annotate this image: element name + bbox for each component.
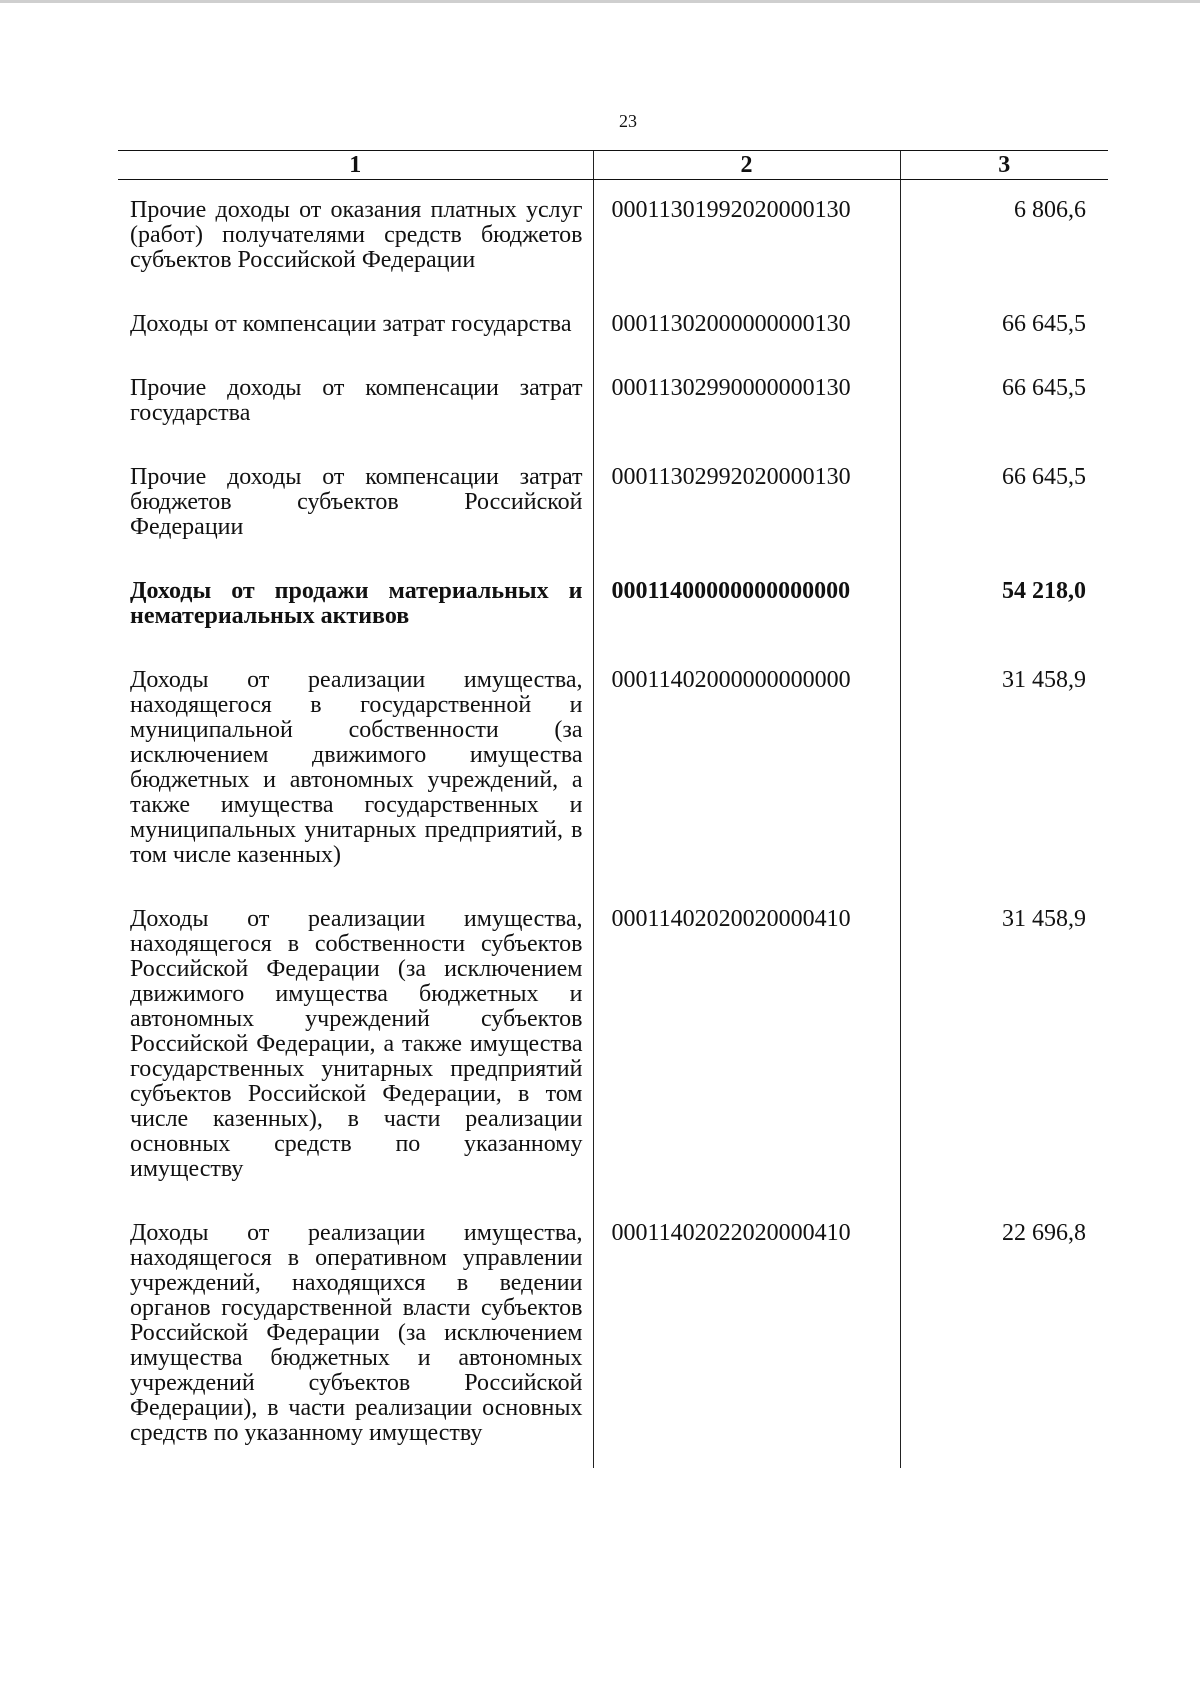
row-amount: 22 696,8 <box>900 1201 1108 1468</box>
row-amount: 66 645,5 <box>900 292 1108 356</box>
row-code: 00011302000000000130 <box>593 292 900 356</box>
scan-top-edge <box>0 0 1200 3</box>
row-amount: 66 645,5 <box>900 356 1108 445</box>
row-code: 00011302992020000130 <box>593 445 900 559</box>
header-column-1: 1 <box>118 151 593 180</box>
row-description: Доходы от реализации имущества, находящегося в государственной и муниципальной собственности (за исключением движимого имущества бюджетных и автономных учреждений, а также имущества государственных и муниципальных унитарных предприятий, в том числе казенных) <box>130 667 583 868</box>
table-row <box>118 292 1108 356</box>
revenue-table <box>118 150 1108 1468</box>
row-description: Прочие доходы от оказания платных услуг (работ) получателями средств бюджетов субъектов Российской Федерации <box>130 197 583 273</box>
table-row <box>118 445 1108 559</box>
row-amount: 6 806,6 <box>900 180 1108 293</box>
table-row-section-total <box>118 559 1108 648</box>
table-row <box>118 648 1108 887</box>
row-description: Доходы от реализации имущества, находящегося в собственности субъектов Российской Федерации (за исключением движимого имущества бюджетных и автономных учреждений субъектов Российской Федерации, а также имущества государственных унитарных предприятий субъектов Российской Федерации, в том числе казенных), в части реализации основных средств по указанному имуществу <box>130 906 583 1182</box>
table-row <box>118 356 1108 445</box>
row-description: Прочие доходы от компенсации затрат государства <box>130 375 583 426</box>
table-row <box>118 180 1108 293</box>
row-code: 00011400000000000000 <box>593 559 900 648</box>
page-number: 23 <box>619 111 637 131</box>
row-description: Доходы от компенсации затрат государства <box>130 311 572 337</box>
row-amount: 31 458,9 <box>900 887 1108 1201</box>
table-row <box>118 1201 1108 1468</box>
row-description: Доходы от продажи материальных и нематериальных активов <box>130 578 583 629</box>
table-header <box>118 151 1108 180</box>
header-row <box>118 151 1108 180</box>
header-column-2: 2 <box>593 151 900 180</box>
row-code: 00011402022020000410 <box>593 1201 900 1468</box>
row-amount: 66 645,5 <box>900 445 1108 559</box>
row-code: 00011301992020000130 <box>593 180 900 293</box>
table-body <box>118 180 1108 1469</box>
row-code: 00011302990000000130 <box>593 356 900 445</box>
row-description: Прочие доходы от компенсации затрат бюджетов субъектов Российской Федерации <box>130 464 583 540</box>
table-row <box>118 887 1108 1201</box>
row-amount: 54 218,0 <box>900 559 1108 648</box>
row-code: 00011402020020000410 <box>593 887 900 1201</box>
header-column-3: 3 <box>900 151 1108 180</box>
row-code: 00011402000000000000 <box>593 648 900 887</box>
row-amount: 31 458,9 <box>900 648 1108 887</box>
row-description: Доходы от реализации имущества, находящегося в оперативном управлении учреждений, находящихся в ведении органов государственной власти субъектов Российской Федерации (за исключением имущества бюджетных и автономных учреждений субъектов Российской Федерации), в части реализации основных средств по указанному имуществу <box>130 1220 583 1446</box>
